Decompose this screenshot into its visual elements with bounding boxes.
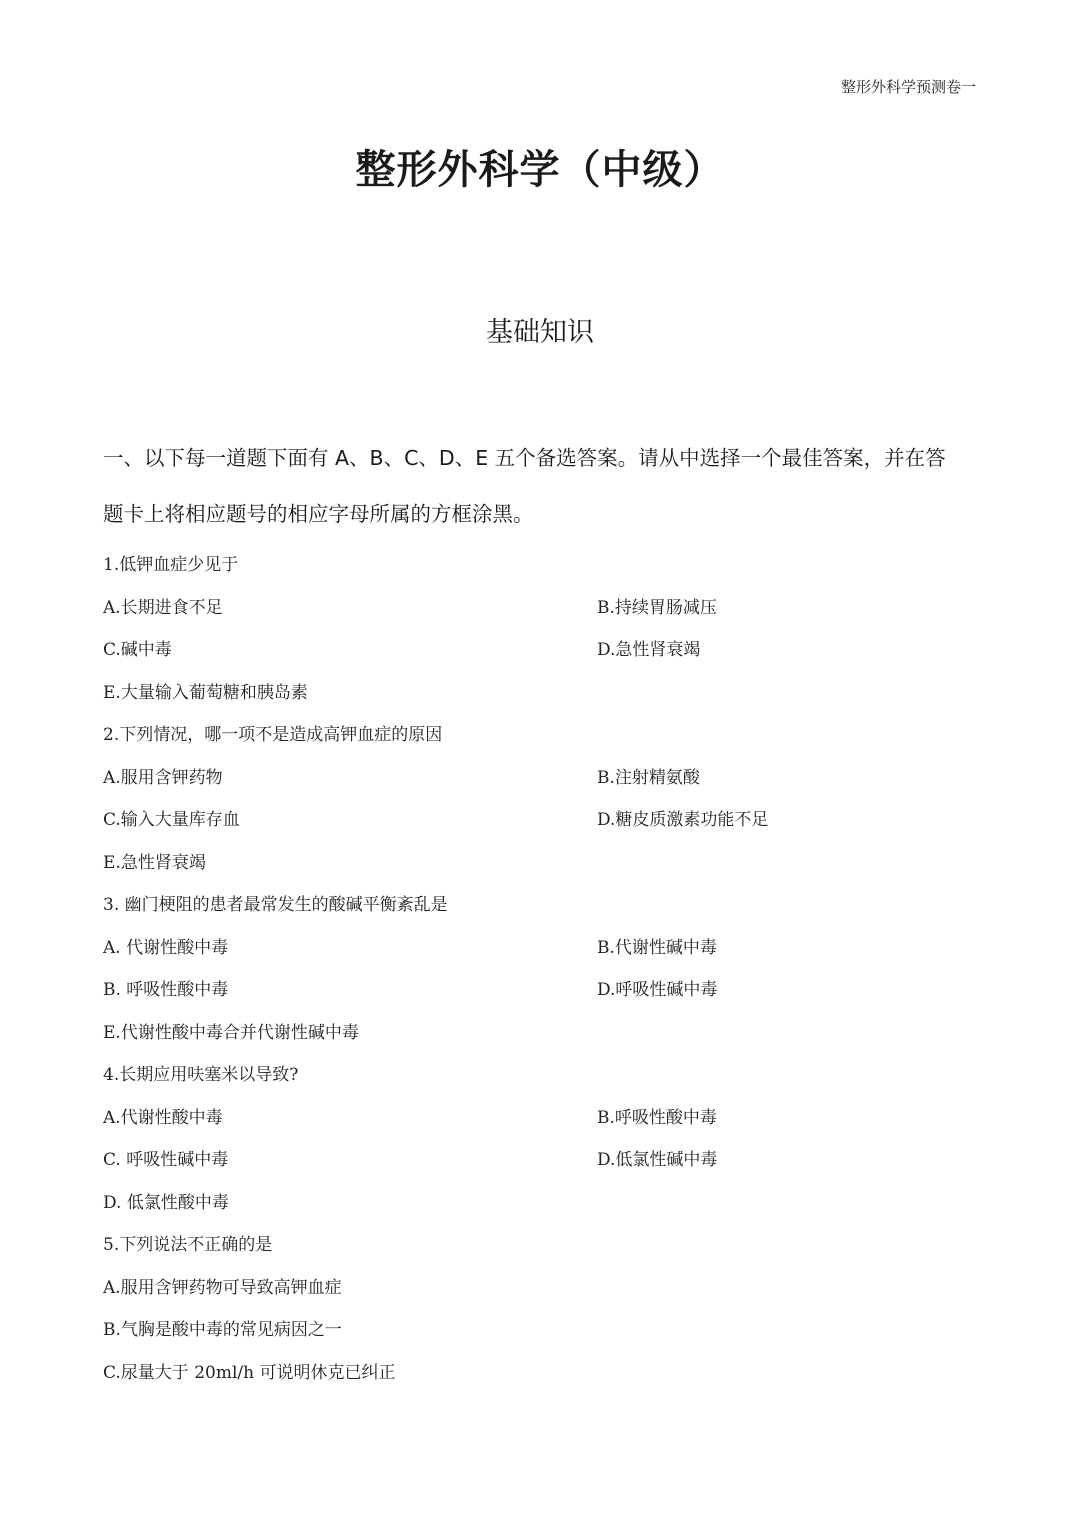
instruction-block: [103, 430, 983, 542]
header-note-text: 整形外科学: [840, 78, 916, 96]
option-d: D.糖皮质激素功能不足: [597, 810, 769, 830]
option-row: [103, 1097, 983, 1140]
option-b: B.代谢性碱中毒: [597, 937, 717, 958]
option-row: [103, 842, 983, 885]
question-stem-3: [103, 884, 983, 927]
page-title: 整形外科学（中级）: [355, 147, 725, 193]
option-e: D. 低氯性酸中毒: [103, 1192, 229, 1213]
option-a: A. 代谢性酸中毒: [103, 937, 229, 958]
option-row: [103, 1139, 983, 1182]
option-row: [103, 1309, 983, 1352]
option-c: C.输入大量库存血: [103, 810, 240, 830]
option-b: B.气胸是酸中毒的常见病因之一: [103, 1320, 342, 1340]
option-e: E.急性肾衰竭: [103, 852, 206, 873]
question-stem-text: 2.下列情况，哪一项不是造成高钾血症的原因: [103, 725, 443, 745]
option-c: C.碱中毒: [103, 640, 172, 660]
option-a: A.服用含钾药物可导致高钾血症: [103, 1277, 342, 1298]
option-a: A.长期进食不足: [103, 597, 223, 618]
option-row: [103, 799, 983, 842]
instruction-line-2: 题卡上将相应题号的相应字母所属的方框涂黑。: [103, 502, 534, 526]
option-c: C.尿量大于 20ml/h 可说明休克已纠正: [103, 1362, 396, 1383]
option-row: [103, 587, 983, 630]
option-row: [103, 672, 983, 715]
header-note-highlight: 预测卷一: [915, 78, 976, 96]
option-a: A.代谢性酸中毒: [103, 1107, 223, 1128]
option-row: [103, 1012, 983, 1055]
option-b: B.注射精氨酸: [597, 767, 700, 788]
option-row: [103, 1182, 983, 1225]
question-stem-text: 4.长期应用呋塞米以导致?: [103, 1065, 299, 1085]
question-stem-text: 1.低钾血症少见于: [103, 555, 239, 575]
option-c: C. 呼吸性碱中毒: [103, 1150, 229, 1170]
section-subtitle: 基础知识: [486, 317, 594, 348]
question-stem-4: [103, 1054, 983, 1097]
option-c: B. 呼吸性酸中毒: [103, 980, 229, 1000]
option-b: B.呼吸性酸中毒: [597, 1107, 717, 1128]
option-a: A.服用含钾药物: [103, 767, 223, 788]
option-row: [103, 629, 983, 672]
question-stem-text: 3. 幽门梗阻的患者最常发生的酸碱平衡紊乱是: [103, 895, 448, 915]
option-row: [103, 927, 983, 970]
option-row: [103, 1352, 983, 1395]
option-d: D.低氯性碱中毒: [597, 1150, 718, 1170]
option-row: [103, 969, 983, 1012]
option-b: B.持续胃肠减压: [597, 597, 717, 618]
question-stem-2: [103, 714, 983, 757]
option-d: D.呼吸性碱中毒: [597, 980, 718, 1000]
question-stem-text: 5.下列说法不正确的是: [103, 1235, 273, 1255]
question-stem-1: [103, 544, 983, 587]
option-e: E.代谢性酸中毒合并代谢性碱中毒: [103, 1022, 359, 1043]
header-note: [841, 76, 976, 97]
question-stem-5: [103, 1224, 983, 1267]
option-d: D.急性肾衰竭: [597, 640, 701, 660]
option-row: [103, 757, 983, 800]
instruction-line-1: 一、以下每一道题下面有 A、B、C、D、E 五个备选答案。请从中选择一个最佳答案，并在答: [103, 446, 946, 470]
option-e: E.大量输入葡萄糖和胰岛素: [103, 682, 308, 703]
option-row: [103, 1267, 983, 1310]
question-list: [103, 544, 983, 1394]
